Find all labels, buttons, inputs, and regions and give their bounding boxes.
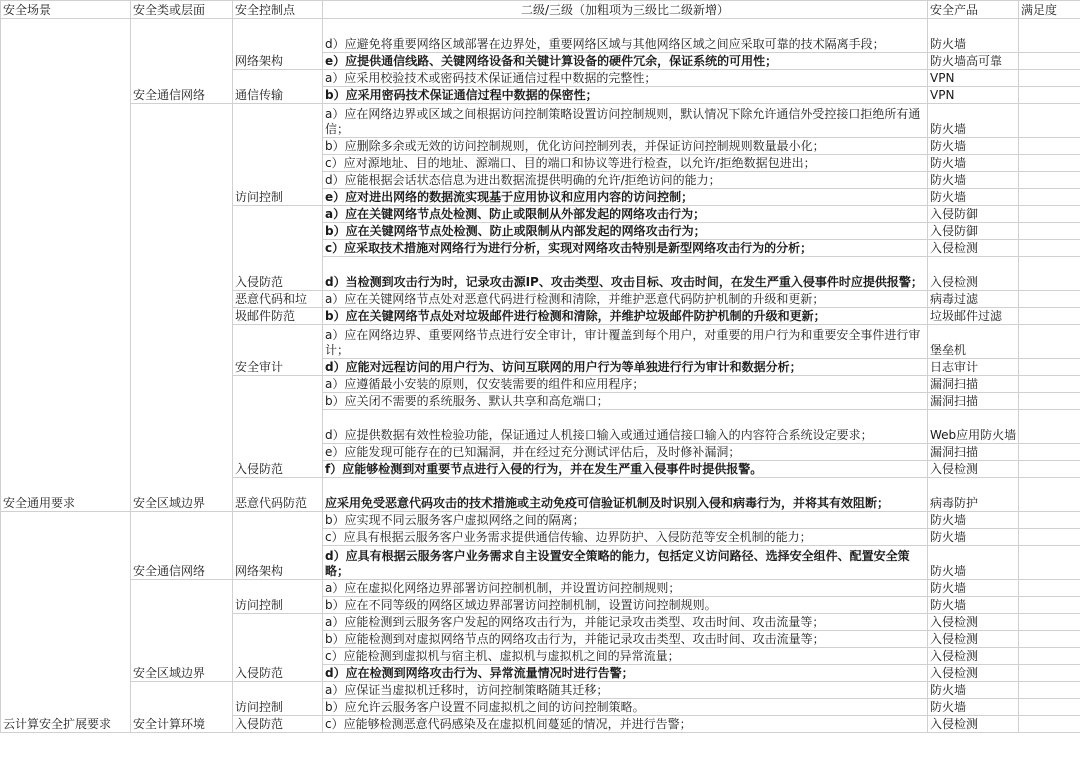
- product-cell: 防火墙: [928, 172, 1019, 189]
- scene-cell: 安全通用要求: [1, 19, 131, 512]
- requirement-cell: f）应能够检测到对重要节点进行入侵的行为，并在发生严重入侵事件时提供报警。: [323, 461, 928, 478]
- satisfaction-cell[interactable]: [1019, 308, 1080, 325]
- satisfaction-cell[interactable]: [1019, 53, 1080, 70]
- satisfaction-cell[interactable]: [1019, 87, 1080, 104]
- table-row: [1, 19, 1080, 53]
- control-point-cell: 通信传输: [233, 70, 323, 104]
- satisfaction-cell[interactable]: [1019, 614, 1080, 631]
- satisfaction-cell[interactable]: [1019, 138, 1080, 155]
- control-point-cell: 安全审计: [233, 325, 323, 376]
- requirement-cell: a）应采用校验技术或密码技术保证通信过程中数据的完整性；: [323, 70, 928, 87]
- product-cell: 入侵检测: [928, 257, 1019, 291]
- requirement-cell: c）应对源地址、目的地址、源端口、目的端口和协议等进行检查，以允许/拒绝数据包进出；: [323, 155, 928, 172]
- table-row: [1, 512, 1080, 529]
- satisfaction-cell[interactable]: [1019, 376, 1080, 393]
- product-cell: 病毒防护: [928, 478, 1019, 512]
- requirement-cell: a）应在网络边界、重要网络节点进行安全审计，审计覆盖到每个用户，对重要的用户行为和重要安全事件进行审计；: [323, 325, 928, 359]
- requirement-cell: b）应采用密码技术保证通信过程中数据的保密性；: [323, 87, 928, 104]
- header-scene: 安全场景: [1, 1, 131, 19]
- header-product: 安全产品: [928, 1, 1019, 19]
- header-satisfaction: 满足度: [1019, 1, 1080, 19]
- product-cell: 漏洞扫描: [928, 393, 1019, 410]
- satisfaction-cell[interactable]: [1019, 597, 1080, 614]
- product-cell: 防火墙: [928, 546, 1019, 580]
- satisfaction-cell[interactable]: [1019, 444, 1080, 461]
- product-cell: 入侵检测: [928, 716, 1019, 733]
- product-cell: 漏洞扫描: [928, 444, 1019, 461]
- satisfaction-cell[interactable]: [1019, 580, 1080, 597]
- product-cell: 入侵检测: [928, 665, 1019, 682]
- product-cell: 日志审计: [928, 359, 1019, 376]
- satisfaction-cell[interactable]: [1019, 257, 1080, 291]
- satisfaction-cell[interactable]: [1019, 665, 1080, 682]
- control-point-cell: 访问控制: [233, 682, 323, 716]
- product-cell: 防火墙: [928, 138, 1019, 155]
- satisfaction-cell[interactable]: [1019, 19, 1080, 53]
- requirement-cell: c）应能检测到虚拟机与宿主机、虚拟机与虚拟机之间的异常流量；: [323, 648, 928, 665]
- product-cell: 防火墙: [928, 189, 1019, 206]
- control-point-cell: 圾邮件防范: [233, 308, 323, 325]
- header-requirement: 二级/三级（加粗项为三级比二级新增）: [323, 1, 928, 19]
- satisfaction-cell[interactable]: [1019, 104, 1080, 138]
- table-header-row: [1, 1, 1080, 19]
- product-cell: 防火墙: [928, 682, 1019, 699]
- requirement-cell: b）应能检测到对虚拟网络节点的网络攻击行为，并能记录攻击类型、攻击时间、攻击流量等；: [323, 631, 928, 648]
- product-cell: 防火墙高可靠: [928, 53, 1019, 70]
- requirement-cell: e）应提供通信线路、关键网络设备和关键计算设备的硬件冗余，保证系统的可用性；: [323, 53, 928, 70]
- satisfaction-cell[interactable]: [1019, 631, 1080, 648]
- requirement-cell: d）当检测到攻击行为时，记录攻击源IP、攻击类型、攻击目标、攻击时间，在发生严重入侵事件时应提供报警；: [323, 257, 928, 291]
- satisfaction-cell[interactable]: [1019, 512, 1080, 529]
- requirement-cell: d）应能根据会话状态信息为进出数据流提供明确的允许/拒绝访问的能力；: [323, 172, 928, 189]
- requirement-cell: b）应在关键网络节点处对垃圾邮件进行检测和清除，并维护垃圾邮件防护机制的升级和更新；: [323, 308, 928, 325]
- product-cell: 防火墙: [928, 597, 1019, 614]
- requirement-cell: b）应实现不同云服务客户虚拟网络之间的隔离；: [323, 512, 928, 529]
- product-cell: 防火墙: [928, 512, 1019, 529]
- table-row: [1, 104, 1080, 138]
- requirement-cell: c）应采取技术措施对网络行为进行分析，实现对网络攻击特别是新型网络攻击行为的分析；: [323, 240, 928, 257]
- satisfaction-cell[interactable]: [1019, 699, 1080, 716]
- header-control-point: 安全控制点: [233, 1, 323, 19]
- table-row: [1, 682, 1080, 699]
- control-point-cell: 入侵防范: [233, 716, 323, 733]
- satisfaction-cell[interactable]: [1019, 70, 1080, 87]
- product-cell: 防火墙: [928, 699, 1019, 716]
- category-cell: 安全通信网络: [131, 19, 233, 104]
- product-cell: 入侵检测: [928, 648, 1019, 665]
- product-cell: 防火墙: [928, 19, 1019, 53]
- product-cell: VPN: [928, 87, 1019, 104]
- product-cell: 入侵防御: [928, 223, 1019, 240]
- product-cell: 防火墙: [928, 580, 1019, 597]
- category-cell: 安全通信网络: [131, 512, 233, 580]
- table-row: [1, 580, 1080, 597]
- product-cell: 堡垒机: [928, 325, 1019, 359]
- satisfaction-cell[interactable]: [1019, 461, 1080, 478]
- requirement-cell: d）应在检测到网络攻击行为、异常流量情况时进行告警；: [323, 665, 928, 682]
- product-cell: 垃圾邮件过滤: [928, 308, 1019, 325]
- satisfaction-cell[interactable]: [1019, 716, 1080, 733]
- satisfaction-cell[interactable]: [1019, 529, 1080, 546]
- requirement-cell: b）应在不同等级的网络区域边界部署访问控制机制，设置访问控制规则。: [323, 597, 928, 614]
- product-cell: 病毒过滤: [928, 291, 1019, 308]
- control-point-cell: 网络架构: [233, 512, 323, 580]
- requirement-cell: b）应允许云服务客户设置不同虚拟机之间的访问控制策略。: [323, 699, 928, 716]
- product-cell: 入侵检测: [928, 461, 1019, 478]
- requirement-cell: c）应具有根据云服务客户业务需求提供通信传输、边界防护、入侵防范等安全机制的能力；: [323, 529, 928, 546]
- requirement-cell: d）应避免将重要网络区域部署在边界处，重要网络区域与其他网络区域之间应采取可靠的技术隔离手段；: [323, 19, 928, 53]
- product-cell: 防火墙: [928, 529, 1019, 546]
- scene-cell: 云计算安全扩展要求: [1, 512, 131, 733]
- product-cell: 防火墙: [928, 104, 1019, 138]
- requirement-cell: d）应能对远程访问的用户行为、访问互联网的用户行为等单独进行行为审计和数据分析；: [323, 359, 928, 376]
- requirement-cell: d）应提供数据有效性检验功能，保证通过人机接口输入或通过通信接口输入的内容符合系统设定要求；: [323, 410, 928, 444]
- satisfaction-cell[interactable]: [1019, 682, 1080, 699]
- product-cell: VPN: [928, 70, 1019, 87]
- control-point-cell: 入侵防范: [233, 206, 323, 291]
- satisfaction-cell[interactable]: [1019, 155, 1080, 172]
- requirement-cell: 应采用免受恶意代码攻击的技术措施或主动免疫可信验证机制及时识别入侵和病毒行为，并将其有效阻断；: [323, 478, 928, 512]
- product-cell: 入侵防御: [928, 206, 1019, 223]
- satisfaction-cell[interactable]: [1019, 410, 1080, 444]
- requirement-cell: b）应删除多余或无效的访问控制规则，优化访问控制列表，并保证访问控制规则数量最小化；: [323, 138, 928, 155]
- satisfaction-cell[interactable]: [1019, 325, 1080, 359]
- product-cell: 防火墙: [928, 155, 1019, 172]
- requirement-cell: d）应具有根据云服务客户业务需求自主设置安全策略的能力，包括定义访问路径、选择安全组件、配置安全策略；: [323, 546, 928, 580]
- satisfaction-cell[interactable]: [1019, 206, 1080, 223]
- satisfaction-cell[interactable]: [1019, 546, 1080, 580]
- satisfaction-cell[interactable]: [1019, 291, 1080, 308]
- satisfaction-cell[interactable]: [1019, 478, 1080, 512]
- satisfaction-cell[interactable]: [1019, 172, 1080, 189]
- satisfaction-cell[interactable]: [1019, 393, 1080, 410]
- requirement-cell: a）应能检测到云服务客户发起的网络攻击行为，并能记录攻击类型、攻击时间、攻击流量等；: [323, 614, 928, 631]
- satisfaction-cell[interactable]: [1019, 223, 1080, 240]
- requirement-cell: e）应能发现可能存在的已知漏洞，并在经过充分测试评估后，及时修补漏洞；: [323, 444, 928, 461]
- product-cell: 入侵检测: [928, 631, 1019, 648]
- control-point-cell: 入侵防范: [233, 614, 323, 682]
- control-point-cell: 入侵防范: [233, 376, 323, 478]
- requirement-cell: c）应能够检测恶意代码感染及在虚拟机间蔓延的情况，并进行告警；: [323, 716, 928, 733]
- satisfaction-cell[interactable]: [1019, 648, 1080, 665]
- category-cell: 安全计算环境: [131, 682, 233, 733]
- requirement-cell: a）应在关键网络节点处检测、防止或限制从外部发起的网络攻击行为；: [323, 206, 928, 223]
- satisfaction-cell[interactable]: [1019, 189, 1080, 206]
- product-cell: 入侵检测: [928, 240, 1019, 257]
- requirement-cell: e）应对进出网络的数据流实现基于应用协议和应用内容的访问控制；: [323, 189, 928, 206]
- requirement-cell: b）应在关键网络节点处检测、防止或限制从内部发起的网络攻击行为；: [323, 223, 928, 240]
- control-point-cell: 恶意代码防范: [233, 478, 323, 512]
- requirement-cell: a）应在关键网络节点处对恶意代码进行检测和清除，并维护恶意代码防护机制的升级和更新；: [323, 291, 928, 308]
- requirement-cell: b）应关闭不需要的系统服务、默认共享和高危端口；: [323, 393, 928, 410]
- control-point-cell: 恶意代码和垃: [233, 291, 323, 308]
- requirement-cell: a）应遵循最小安装的原则，仅安装需要的组件和应用程序；: [323, 376, 928, 393]
- product-cell: Web应用防火墙: [928, 410, 1019, 444]
- product-cell: 漏洞扫描: [928, 376, 1019, 393]
- requirement-cell: a）应在网络边界或区域之间根据访问控制策略设置访问控制规则，默认情况下除允许通信外受控接口拒绝所有通信；: [323, 104, 928, 138]
- category-cell: 安全区域边界: [131, 580, 233, 682]
- header-category: 安全类或层面: [131, 1, 233, 19]
- satisfaction-cell[interactable]: [1019, 359, 1080, 376]
- control-point-cell: 访问控制: [233, 104, 323, 206]
- product-cell: 入侵检测: [928, 614, 1019, 631]
- satisfaction-cell[interactable]: [1019, 240, 1080, 257]
- control-point-cell: 网络架构: [233, 19, 323, 70]
- category-cell: 安全区域边界: [131, 104, 233, 512]
- requirement-cell: a）应保证当虚拟机迁移时，访问控制策略随其迁移；: [323, 682, 928, 699]
- requirement-cell: a）应在虚拟化网络边界部署访问控制机制，并设置访问控制规则；: [323, 580, 928, 597]
- control-point-cell: 访问控制: [233, 580, 323, 614]
